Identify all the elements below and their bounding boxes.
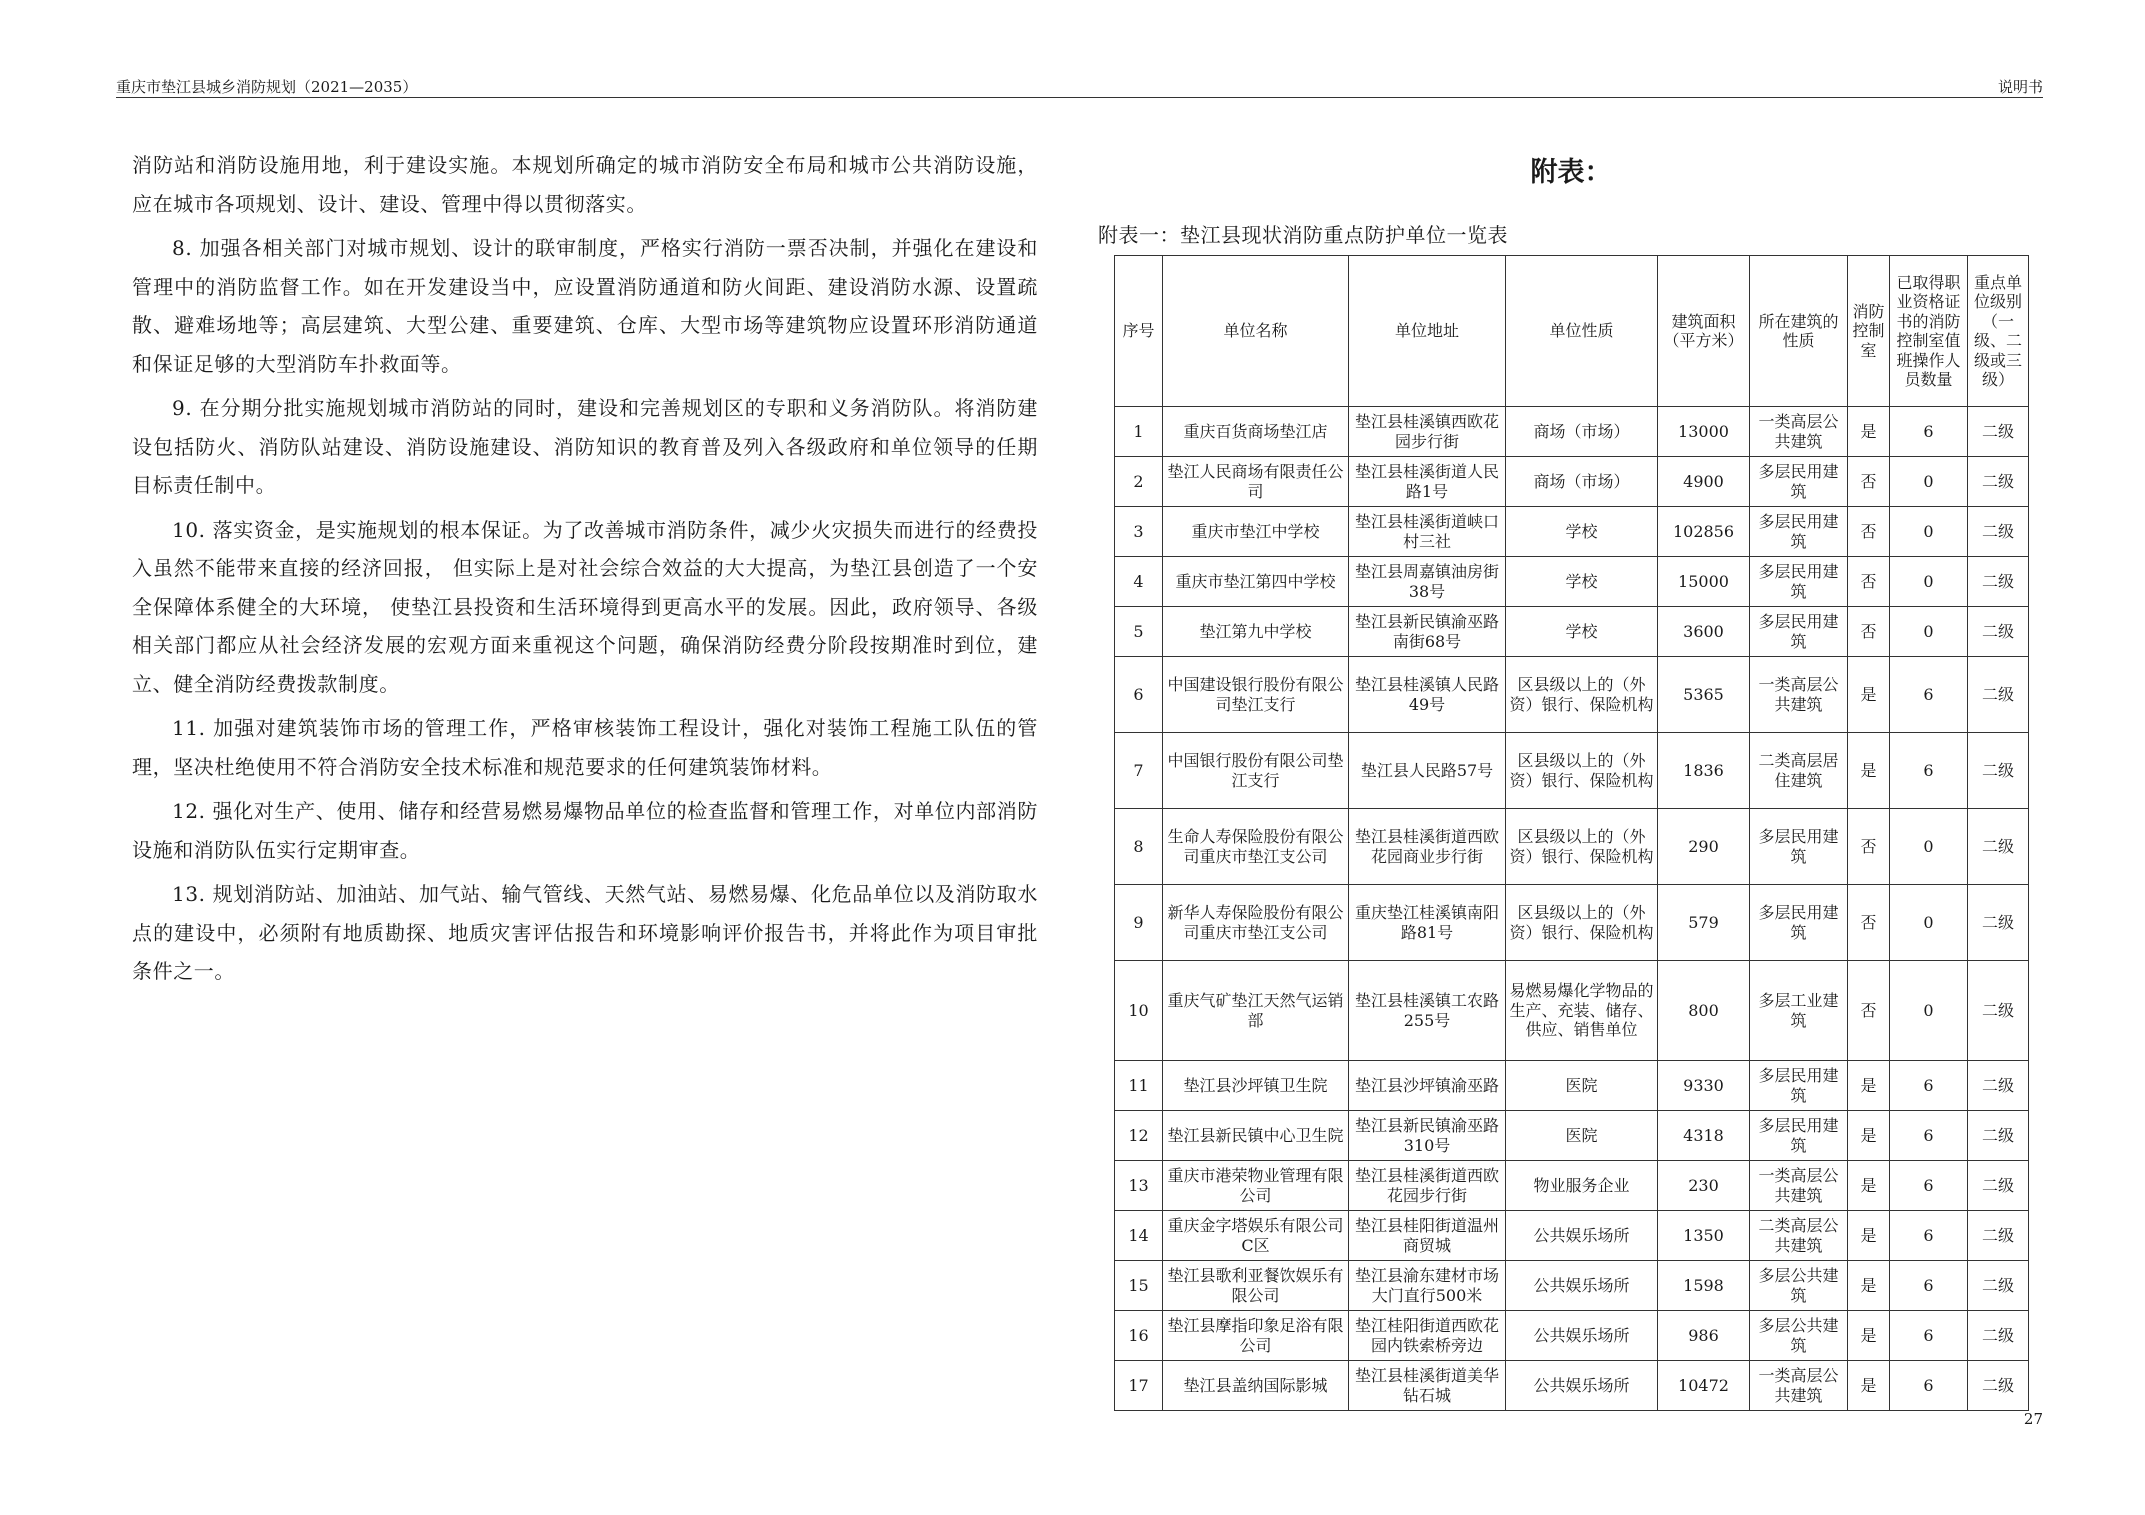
cell-address: 垫江县桂阳街道温州商贸城 bbox=[1349, 1211, 1506, 1261]
table-row bbox=[1115, 407, 2029, 457]
cell-area: 4900 bbox=[1658, 457, 1750, 507]
cell-building-type: 多层工业建筑 bbox=[1750, 961, 1848, 1061]
column-header: 单位名称 bbox=[1163, 256, 1349, 407]
appendix-title: 附表： bbox=[1530, 157, 1612, 188]
cell-address: 重庆垫江桂溪镇南阳路81号 bbox=[1349, 885, 1506, 961]
cell-unit-nature: 公共娱乐场所 bbox=[1506, 1361, 1658, 1411]
cell-unit-nature: 区县级以上的（外资）银行、保险机构 bbox=[1506, 885, 1658, 961]
cell-operator-count: 6 bbox=[1890, 1311, 1968, 1361]
cell-control-room: 否 bbox=[1848, 457, 1890, 507]
cell-level: 二级 bbox=[1968, 809, 2029, 885]
cell-control-room: 否 bbox=[1848, 507, 1890, 557]
table-row bbox=[1115, 1211, 2029, 1261]
cell-level: 二级 bbox=[1968, 1061, 2029, 1111]
cell-unit-nature: 物业服务企业 bbox=[1506, 1161, 1658, 1211]
cell-unit-nature: 易燃易爆化学物品的生产、充装、储存、供应、销售单位 bbox=[1506, 961, 1658, 1061]
cell-control-room: 是 bbox=[1848, 1211, 1890, 1261]
cell-unit-name: 中国建设银行股份有限公司垫江支行 bbox=[1163, 657, 1349, 733]
cell-level: 二级 bbox=[1968, 457, 2029, 507]
cell-building-type: 二类高层居住建筑 bbox=[1750, 733, 1848, 809]
cell-control-room: 是 bbox=[1848, 733, 1890, 809]
cell-area: 986 bbox=[1658, 1311, 1750, 1361]
cell-building-type: 一类高层公共建筑 bbox=[1750, 657, 1848, 733]
cell-building-type: 多层民用建筑 bbox=[1750, 557, 1848, 607]
cell-unit-name: 重庆市港荣物业管理有限公司 bbox=[1163, 1161, 1349, 1211]
cell-address: 垫江县桂溪街道西欧花园商业步行街 bbox=[1349, 809, 1506, 885]
cell-control-room: 是 bbox=[1848, 407, 1890, 457]
cell-area: 1350 bbox=[1658, 1211, 1750, 1261]
cell-area: 230 bbox=[1658, 1161, 1750, 1211]
cell-operator-count: 0 bbox=[1890, 557, 1968, 607]
table-row bbox=[1115, 1261, 2029, 1311]
cell-unit-nature: 区县级以上的（外资）银行、保险机构 bbox=[1506, 733, 1658, 809]
table-row bbox=[1115, 1311, 2029, 1361]
cell-unit-name: 重庆市垫江第四中学校 bbox=[1163, 557, 1349, 607]
cell-operator-count: 6 bbox=[1890, 1261, 1968, 1311]
cell-operator-count: 6 bbox=[1890, 1161, 1968, 1211]
paragraph: 11. 加强对建筑装饰市场的管理工作，严格审核装饰工程设计，强化对装饰工程施工队伍的管理，坚决杜绝使用不符合消防安全技术标准和规范要求的任何建筑装饰材料。 bbox=[132, 716, 1038, 779]
cell-building-type: 多层民用建筑 bbox=[1750, 507, 1848, 557]
cell-address: 垫江县新民镇渝巫路南街68号 bbox=[1349, 607, 1506, 657]
page-number: 27 bbox=[2023, 1410, 2043, 1428]
paragraph: 9. 在分期分批实施规划城市消防站的同时，建设和完善规划区的专职和义务消防队。将消防建设包括防火、消防队站建设、消防设施建设、消防知识的教育普及列入各级政府和单位领导的任期目标责任制中。 bbox=[132, 396, 1038, 497]
cell-no: 4 bbox=[1115, 557, 1163, 607]
table-header-row bbox=[1115, 256, 2029, 407]
table-row bbox=[1115, 1361, 2029, 1411]
cell-unit-name: 中国银行股份有限公司垫江支行 bbox=[1163, 733, 1349, 809]
cell-operator-count: 0 bbox=[1890, 809, 1968, 885]
cell-building-type: 一类高层公共建筑 bbox=[1750, 1161, 1848, 1211]
cell-no: 3 bbox=[1115, 507, 1163, 557]
cell-building-type: 多层民用建筑 bbox=[1750, 457, 1848, 507]
cell-operator-count: 6 bbox=[1890, 407, 1968, 457]
cell-building-type: 多层民用建筑 bbox=[1750, 607, 1848, 657]
cell-no: 13 bbox=[1115, 1161, 1163, 1211]
cell-unit-nature: 医院 bbox=[1506, 1061, 1658, 1111]
document-type: 说明书 bbox=[1997, 78, 2043, 96]
cell-level: 二级 bbox=[1968, 1161, 2029, 1211]
cell-level: 二级 bbox=[1968, 1311, 2029, 1361]
cell-unit-nature: 公共娱乐场所 bbox=[1506, 1261, 1658, 1311]
table-row bbox=[1115, 557, 2029, 607]
cell-building-type: 多层公共建筑 bbox=[1750, 1261, 1848, 1311]
cell-unit-nature: 公共娱乐场所 bbox=[1506, 1311, 1658, 1361]
cell-unit-nature: 学校 bbox=[1506, 607, 1658, 657]
cell-area: 9330 bbox=[1658, 1061, 1750, 1111]
cell-area: 290 bbox=[1658, 809, 1750, 885]
cell-level: 二级 bbox=[1968, 407, 2029, 457]
column-header: 序号 bbox=[1115, 256, 1163, 407]
table-row bbox=[1115, 809, 2029, 885]
cell-unit-name: 新华人寿保险股份有限公司重庆市垫江支公司 bbox=[1163, 885, 1349, 961]
cell-no: 16 bbox=[1115, 1311, 1163, 1361]
cell-building-type: 多层民用建筑 bbox=[1750, 1061, 1848, 1111]
cell-unit-nature: 医院 bbox=[1506, 1111, 1658, 1161]
cell-address: 垫江县新民镇渝巫路310号 bbox=[1349, 1111, 1506, 1161]
cell-address: 垫江县桂溪镇工农路255号 bbox=[1349, 961, 1506, 1061]
cell-unit-name: 重庆市垫江中学校 bbox=[1163, 507, 1349, 557]
table-row bbox=[1115, 657, 2029, 733]
cell-operator-count: 0 bbox=[1890, 457, 1968, 507]
column-header: 建筑面积（平方米） bbox=[1658, 256, 1750, 407]
cell-level: 二级 bbox=[1968, 1361, 2029, 1411]
cell-no: 5 bbox=[1115, 607, 1163, 657]
cell-no: 1 bbox=[1115, 407, 1163, 457]
cell-address: 垫江县人民路57号 bbox=[1349, 733, 1506, 809]
cell-operator-count: 6 bbox=[1890, 1111, 1968, 1161]
table-row bbox=[1115, 507, 2029, 557]
cell-unit-name: 垫江县摩指印象足浴有限公司 bbox=[1163, 1311, 1349, 1361]
cell-building-type: 二类高层公共建筑 bbox=[1750, 1211, 1848, 1261]
paragraph: 消防站和消防设施用地，利于建设实施。本规划所确定的城市消防安全布局和城市公共消防设施，应在城市各项规划、设计、建设、管理中得以贯彻落实。 bbox=[132, 153, 1038, 216]
paragraph: 10. 落实资金，是实施规划的根本保证。为了改善城市消防条件，减少火灾损失而进行的经费投入虽然不能带来直接的经济回报， 但实际上是对社会综合效益的大大提高，为垫江县创造了一个安全保障体系健全的大环境， 使垫江县投资和生活环境得到更高水平的发展。因此，政府领导、各级相关部门都应从社会经济发展的宏观方面来重视这个问题，确保消防经费分阶段按期准时到位，建立、健全消防经费拨款制度。 bbox=[132, 517, 1038, 696]
cell-operator-count: 0 bbox=[1890, 507, 1968, 557]
cell-operator-count: 6 bbox=[1890, 1061, 1968, 1111]
column-header: 单位性质 bbox=[1506, 256, 1658, 407]
cell-building-type: 多层民用建筑 bbox=[1750, 1111, 1848, 1161]
cell-address: 垫江桂阳街道西欧花园内铁索桥旁边 bbox=[1349, 1311, 1506, 1361]
cell-unit-name: 垫江县歌利亚餐饮娱乐有限公司 bbox=[1163, 1261, 1349, 1311]
cell-level: 二级 bbox=[1968, 607, 2029, 657]
cell-no: 14 bbox=[1115, 1211, 1163, 1261]
cell-unit-name: 生命人寿保险股份有限公司重庆市垫江支公司 bbox=[1163, 809, 1349, 885]
column-header: 消防控制室 bbox=[1848, 256, 1890, 407]
cell-area: 800 bbox=[1658, 961, 1750, 1061]
cell-no: 8 bbox=[1115, 809, 1163, 885]
cell-unit-name: 垫江人民商场有限责任公司 bbox=[1163, 457, 1349, 507]
cell-address: 垫江县桂溪街道峡口村三社 bbox=[1349, 507, 1506, 557]
cell-unit-name: 垫江第九中学校 bbox=[1163, 607, 1349, 657]
cell-unit-nature: 区县级以上的（外资）银行、保险机构 bbox=[1506, 809, 1658, 885]
cell-control-room: 是 bbox=[1848, 657, 1890, 733]
cell-no: 2 bbox=[1115, 457, 1163, 507]
cell-control-room: 否 bbox=[1848, 961, 1890, 1061]
table-caption: 附表一：垫江县现状消防重点防护单位一览表 bbox=[1098, 223, 1508, 247]
cell-level: 二级 bbox=[1968, 1111, 2029, 1161]
key-units-table bbox=[1114, 255, 2029, 1411]
cell-level: 二级 bbox=[1968, 507, 2029, 557]
table-row bbox=[1115, 1111, 2029, 1161]
paragraph: 12. 强化对生产、使用、储存和经营易燃易爆物品单位的检查监督和管理工作，对单位内部消防设施和消防队伍实行定期审查。 bbox=[132, 799, 1038, 862]
cell-unit-nature: 学校 bbox=[1506, 507, 1658, 557]
cell-level: 二级 bbox=[1968, 733, 2029, 809]
cell-level: 二级 bbox=[1968, 1261, 2029, 1311]
cell-address: 垫江县周嘉镇油房街38号 bbox=[1349, 557, 1506, 607]
table-row bbox=[1115, 885, 2029, 961]
cell-operator-count: 6 bbox=[1890, 1361, 1968, 1411]
paragraph: 13. 规划消防站、加油站、加气站、输气管线、天然气站、易燃易爆、化危品单位以及消防取水点的建设中，必须附有地质勘探、地质灾害评估报告和环境影响评价报告书，并将此作为项目审批条件之一。 bbox=[132, 882, 1038, 983]
cell-level: 二级 bbox=[1968, 657, 2029, 733]
cell-unit-nature: 商场（市场） bbox=[1506, 407, 1658, 457]
cell-no: 12 bbox=[1115, 1111, 1163, 1161]
cell-area: 10472 bbox=[1658, 1361, 1750, 1411]
cell-unit-nature: 学校 bbox=[1506, 557, 1658, 607]
header-divider bbox=[116, 97, 2043, 98]
cell-address: 垫江县桂溪镇人民路49号 bbox=[1349, 657, 1506, 733]
cell-no: 17 bbox=[1115, 1361, 1163, 1411]
cell-unit-name: 重庆金字塔娱乐有限公司C区 bbox=[1163, 1211, 1349, 1261]
cell-unit-name: 重庆百货商场垫江店 bbox=[1163, 407, 1349, 457]
cell-unit-nature: 公共娱乐场所 bbox=[1506, 1211, 1658, 1261]
column-header: 重点单位级别（一级、二级或三级） bbox=[1968, 256, 2029, 407]
cell-operator-count: 0 bbox=[1890, 961, 1968, 1061]
cell-area: 15000 bbox=[1658, 557, 1750, 607]
cell-area: 3600 bbox=[1658, 607, 1750, 657]
cell-no: 9 bbox=[1115, 885, 1163, 961]
cell-unit-nature: 商场（市场） bbox=[1506, 457, 1658, 507]
cell-control-room: 否 bbox=[1848, 607, 1890, 657]
cell-control-room: 否 bbox=[1848, 885, 1890, 961]
column-header: 所在建筑的性质 bbox=[1750, 256, 1848, 407]
cell-area: 13000 bbox=[1658, 407, 1750, 457]
cell-unit-name: 重庆气矿垫江天然气运销部 bbox=[1163, 961, 1349, 1061]
cell-address: 垫江县桂溪街道西欧花园步行街 bbox=[1349, 1161, 1506, 1211]
table-row bbox=[1115, 457, 2029, 507]
cell-area: 1836 bbox=[1658, 733, 1750, 809]
cell-unit-name: 垫江县沙坪镇卫生院 bbox=[1163, 1061, 1349, 1111]
cell-area: 1598 bbox=[1658, 1261, 1750, 1311]
cell-control-room: 是 bbox=[1848, 1361, 1890, 1411]
cell-operator-count: 6 bbox=[1890, 1211, 1968, 1261]
cell-level: 二级 bbox=[1968, 885, 2029, 961]
document-title: 重庆市垫江县城乡消防规划（2021—2035） bbox=[116, 78, 418, 96]
cell-area: 579 bbox=[1658, 885, 1750, 961]
cell-control-room: 否 bbox=[1848, 557, 1890, 607]
cell-operator-count: 6 bbox=[1890, 657, 1968, 733]
cell-no: 10 bbox=[1115, 961, 1163, 1061]
cell-address: 垫江县渝东建材市场大门直行500米 bbox=[1349, 1261, 1506, 1311]
cell-address: 垫江县桂溪街道人民路1号 bbox=[1349, 457, 1506, 507]
table-row bbox=[1115, 1061, 2029, 1111]
cell-building-type: 多层民用建筑 bbox=[1750, 809, 1848, 885]
cell-control-room: 是 bbox=[1848, 1061, 1890, 1111]
cell-control-room: 是 bbox=[1848, 1161, 1890, 1211]
cell-building-type: 一类高层公共建筑 bbox=[1750, 407, 1848, 457]
cell-address: 垫江县桂溪街道美华钻石城 bbox=[1349, 1361, 1506, 1411]
cell-control-room: 是 bbox=[1848, 1261, 1890, 1311]
cell-no: 6 bbox=[1115, 657, 1163, 733]
cell-unit-name: 垫江县新民镇中心卫生院 bbox=[1163, 1111, 1349, 1161]
cell-area: 4318 bbox=[1658, 1111, 1750, 1161]
table-row bbox=[1115, 961, 2029, 1061]
cell-operator-count: 6 bbox=[1890, 733, 1968, 809]
cell-unit-nature: 区县级以上的（外资）银行、保险机构 bbox=[1506, 657, 1658, 733]
cell-building-type: 多层公共建筑 bbox=[1750, 1311, 1848, 1361]
appendix-section bbox=[1098, 150, 2044, 260]
cell-building-type: 一类高层公共建筑 bbox=[1750, 1361, 1848, 1411]
cell-control-room: 否 bbox=[1848, 809, 1890, 885]
cell-address: 垫江县桂溪镇西欧花园步行街 bbox=[1349, 407, 1506, 457]
cell-level: 二级 bbox=[1968, 1211, 2029, 1261]
body-text bbox=[132, 146, 1038, 997]
cell-address: 垫江县沙坪镇渝巫路 bbox=[1349, 1061, 1506, 1111]
cell-no: 7 bbox=[1115, 733, 1163, 809]
cell-building-type: 多层民用建筑 bbox=[1750, 885, 1848, 961]
cell-no: 15 bbox=[1115, 1261, 1163, 1311]
cell-area: 5365 bbox=[1658, 657, 1750, 733]
table-row bbox=[1115, 607, 2029, 657]
table-row bbox=[1115, 1161, 2029, 1211]
cell-unit-name: 垫江县盖纳国际影城 bbox=[1163, 1361, 1349, 1411]
column-header: 单位地址 bbox=[1349, 256, 1506, 407]
cell-operator-count: 0 bbox=[1890, 607, 1968, 657]
cell-level: 二级 bbox=[1968, 961, 2029, 1061]
cell-control-room: 是 bbox=[1848, 1311, 1890, 1361]
table-row bbox=[1115, 733, 2029, 809]
cell-operator-count: 0 bbox=[1890, 885, 1968, 961]
paragraph: 8. 加强各相关部门对城市规划、设计的联审制度，严格实行消防一票否决制，并强化在建设和管理中的消防监督工作。如在开发建设当中，应设置消防通道和防火间距、建设消防水源、设置疏散、避难场地等；高层建筑、大型公建、重要建筑、仓库、大型市场等建筑物应设置环形消防通道和保证足够的大型消防车扑救面等。 bbox=[132, 236, 1038, 376]
cell-control-room: 是 bbox=[1848, 1111, 1890, 1161]
cell-area: 102856 bbox=[1658, 507, 1750, 557]
cell-level: 二级 bbox=[1968, 557, 2029, 607]
cell-no: 11 bbox=[1115, 1061, 1163, 1111]
column-header: 已取得职业资格证书的消防控制室值班操作人员数量 bbox=[1890, 256, 1968, 407]
